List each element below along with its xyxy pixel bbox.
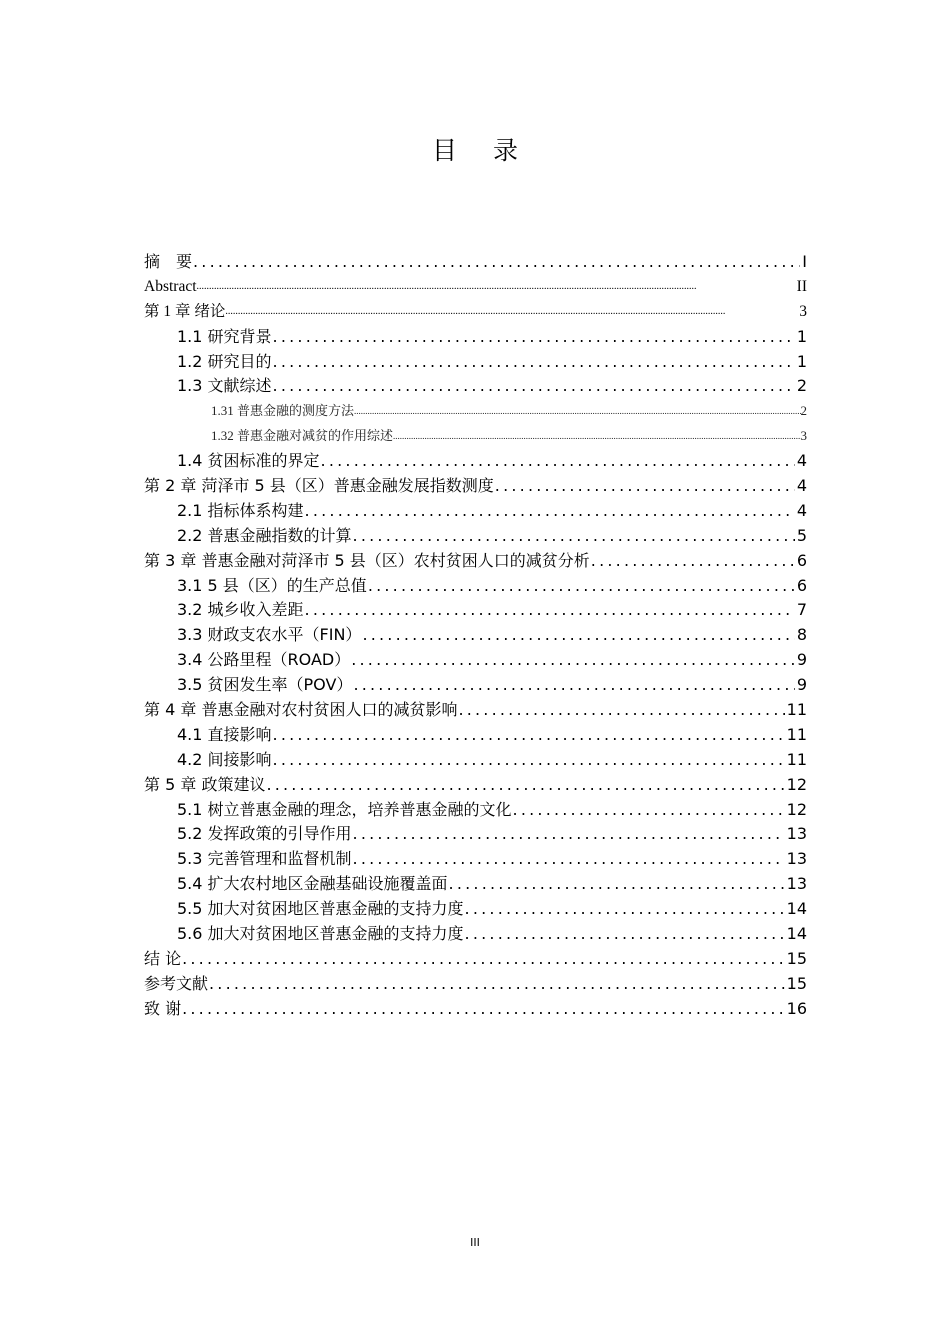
toc-entry-label: 3.5 贫困发生率（POV） (177, 675, 353, 695)
toc-entry-label: 4.1 直接影响 (177, 724, 272, 744)
toc-entry-page: 2 (800, 403, 807, 419)
toc-entry-page: 15 (786, 948, 807, 968)
dot-leader (305, 499, 795, 524)
toc-entry-page: II (796, 277, 807, 295)
dot-leader (393, 424, 800, 449)
dot-leader (465, 922, 785, 947)
page-title: 目 录 (432, 136, 532, 165)
toc-entry-page: 1 (796, 351, 807, 371)
toc-entry-page: 15 (786, 973, 807, 993)
toc-entry-chapter-4[interactable] (144, 698, 807, 723)
dot-leader (368, 574, 795, 599)
toc-entry-page: 11 (786, 749, 807, 769)
dot-leader (449, 872, 785, 897)
dot-leader (273, 350, 795, 375)
toc-entry-label: 1.3 文献综述 (177, 376, 272, 396)
toc-entry-section-5-1[interactable] (144, 798, 807, 823)
toc-entry-section-1-2[interactable] (144, 350, 807, 375)
toc-entry-label: 1.4 贫困标准的界定 (177, 451, 320, 471)
dot-leader (209, 972, 785, 997)
toc-entry-label: Abstract (144, 277, 197, 295)
dot-leader (458, 698, 784, 723)
dot-leader (182, 997, 785, 1022)
toc-entry-page: 4 (796, 476, 807, 495)
dot-leader (362, 623, 794, 648)
toc-entry-page: 14 (786, 924, 807, 944)
toc-entry-label: 致 谢 (144, 998, 182, 1018)
toc-entry-section-5-5[interactable] (144, 897, 807, 922)
toc-entry-label: 3.1 5 县（区）的生产总值 (177, 575, 367, 595)
toc-entry-label: 第 5 章 政策建议 (144, 774, 266, 794)
toc-entry-section-5-3[interactable] (144, 847, 807, 872)
toc-entry-label: 1.32 普惠金融对减贫的作用综述 (211, 428, 394, 444)
toc-entry-page: 8 (796, 625, 807, 645)
dot-leader (353, 822, 785, 847)
toc-entry-page: 11 (786, 724, 807, 744)
toc-entry-label: 5.2 发挥政策的引导作用 (177, 824, 352, 844)
toc-entry-page: 11 (786, 700, 807, 720)
toc-entry-section-5-2[interactable] (144, 822, 807, 847)
toc-entry-label: 参考文献 (144, 973, 209, 993)
toc-entry-section-2-1[interactable] (144, 499, 807, 524)
toc-entry-label: 3.2 城乡收入差距 (177, 600, 304, 620)
dot-leader (273, 748, 785, 773)
toc-entry-label: 第 1 章 绪论 (144, 302, 226, 320)
toc-entry-references[interactable] (144, 972, 807, 997)
dot-leader (513, 798, 785, 823)
toc-entry-section-3-3[interactable] (144, 623, 807, 648)
toc-entry-page: 6 (796, 575, 807, 595)
dot-leader (353, 847, 785, 872)
toc-entry-page: I (802, 251, 807, 271)
toc-entry-section-3-4[interactable] (144, 648, 807, 673)
toc-entry-label: 2.1 指标体系构建 (177, 500, 304, 520)
toc-entry-label: 3.3 财政支农水平（FIN） (177, 625, 362, 645)
toc-entry-label: 1.2 研究目的 (177, 351, 272, 371)
dot-leader (465, 897, 785, 922)
toc-entry-label: 5.4 扩大农村地区金融基础设施覆盖面 (177, 874, 448, 894)
dot-leader (197, 275, 797, 300)
dot-leader (273, 325, 795, 350)
toc-entry-section-1-1[interactable] (144, 325, 807, 350)
toc-entry-page: 7 (796, 600, 807, 620)
toc-entry-chapter-3[interactable] (144, 549, 807, 574)
toc-entry-label: 4.2 间接影响 (177, 749, 272, 769)
toc-entry-page: 4 (796, 500, 807, 520)
toc-entry-abstract-en[interactable] (144, 275, 807, 300)
toc-entry-page: 6 (796, 550, 807, 570)
toc-entry-chapter-5[interactable] (144, 773, 807, 798)
toc-entry-page: 12 (786, 799, 807, 819)
dot-leader (182, 947, 785, 972)
toc-entry-conclusion[interactable] (144, 947, 807, 972)
toc-entry-label: 第 2 章 菏泽市 5 县（区）普惠金融发展指数测度 (144, 476, 494, 495)
toc-entry-label: 结 论 (144, 948, 182, 968)
dot-leader (354, 399, 800, 424)
toc-entry-label: 5.1 树立普惠金融的理念，培养普惠金融的文化 (177, 799, 512, 819)
toc-entry-page: 3 (800, 428, 807, 444)
toc-entry-label: 第 4 章 普惠金融对农村贫困人口的减贫影响 (144, 700, 458, 720)
toc-entry-section-5-6[interactable] (144, 922, 807, 947)
toc-entry-page: 4 (796, 451, 807, 471)
toc-entry-page: 3 (799, 302, 807, 320)
toc-entry-section-3-1[interactable] (144, 574, 807, 599)
toc-entry-acknowledgements[interactable] (144, 997, 807, 1022)
toc-entry-label: 1.31 普惠金融的测度方法 (211, 403, 355, 419)
dot-leader (353, 524, 795, 549)
toc-entry-section-2-2[interactable] (144, 524, 807, 549)
toc-entry-section-3-2[interactable] (144, 598, 807, 623)
dot-leader (266, 773, 784, 798)
dot-leader (351, 648, 795, 673)
dot-leader (193, 250, 800, 275)
toc-entry-section-3-5[interactable] (144, 673, 807, 698)
dot-leader (591, 549, 795, 574)
toc-entry-section-5-4[interactable] (144, 872, 807, 897)
toc-entry-label: 1.1 研究背景 (177, 326, 272, 346)
toc-entry-page: 1 (796, 326, 807, 346)
dot-leader (225, 300, 799, 325)
toc-entry-chapter-2[interactable] (144, 474, 807, 499)
toc-entry-label: 3.4 公路里程（ROAD） (177, 650, 351, 670)
toc-entry-section-4-2[interactable] (144, 748, 807, 773)
dot-leader (305, 598, 795, 623)
table-of-contents (144, 250, 807, 1022)
toc-entry-page: 2 (796, 376, 807, 396)
toc-entry-label: 摘 要 (144, 251, 193, 271)
toc-entry-section-1-3[interactable] (144, 374, 807, 399)
toc-entry-page: 16 (786, 998, 807, 1018)
toc-entry-page: 13 (786, 849, 807, 869)
toc-entry-page: 13 (786, 874, 807, 894)
toc-entry-abstract-cn[interactable] (144, 250, 807, 275)
dot-leader (495, 474, 795, 499)
toc-entry-page: 5 (796, 525, 807, 545)
toc-entry-label: 第 3 章 普惠金融对菏泽市 5 县（区）农村贫困人口的减贫分析 (144, 550, 590, 570)
footer-page-number: III (470, 1236, 480, 1249)
toc-entry-page: 13 (786, 824, 807, 844)
toc-entry-page: 12 (786, 774, 807, 794)
toc-entry-page: 9 (796, 650, 807, 670)
toc-entry-section-1-32[interactable] (144, 424, 807, 449)
toc-entry-page: 14 (786, 899, 807, 919)
toc-entry-label: 2.2 普惠金融指数的计算 (177, 525, 352, 545)
toc-entry-section-1-4[interactable] (144, 449, 807, 474)
toc-entry-section-1-31[interactable] (144, 399, 807, 424)
toc-entry-label: 5.3 完善管理和监督机制 (177, 849, 352, 869)
dot-leader (321, 449, 795, 474)
dot-leader (273, 374, 795, 399)
toc-entry-section-4-1[interactable] (144, 723, 807, 748)
toc-entry-chapter-1[interactable] (144, 300, 807, 325)
toc-entry-page: 9 (796, 675, 807, 695)
dot-leader (273, 723, 785, 748)
toc-entry-label: 5.6 加大对贫困地区普惠金融的支持力度 (177, 924, 464, 944)
toc-entry-label: 5.5 加大对贫困地区普惠金融的支持力度 (177, 899, 464, 919)
dot-leader (353, 673, 794, 698)
